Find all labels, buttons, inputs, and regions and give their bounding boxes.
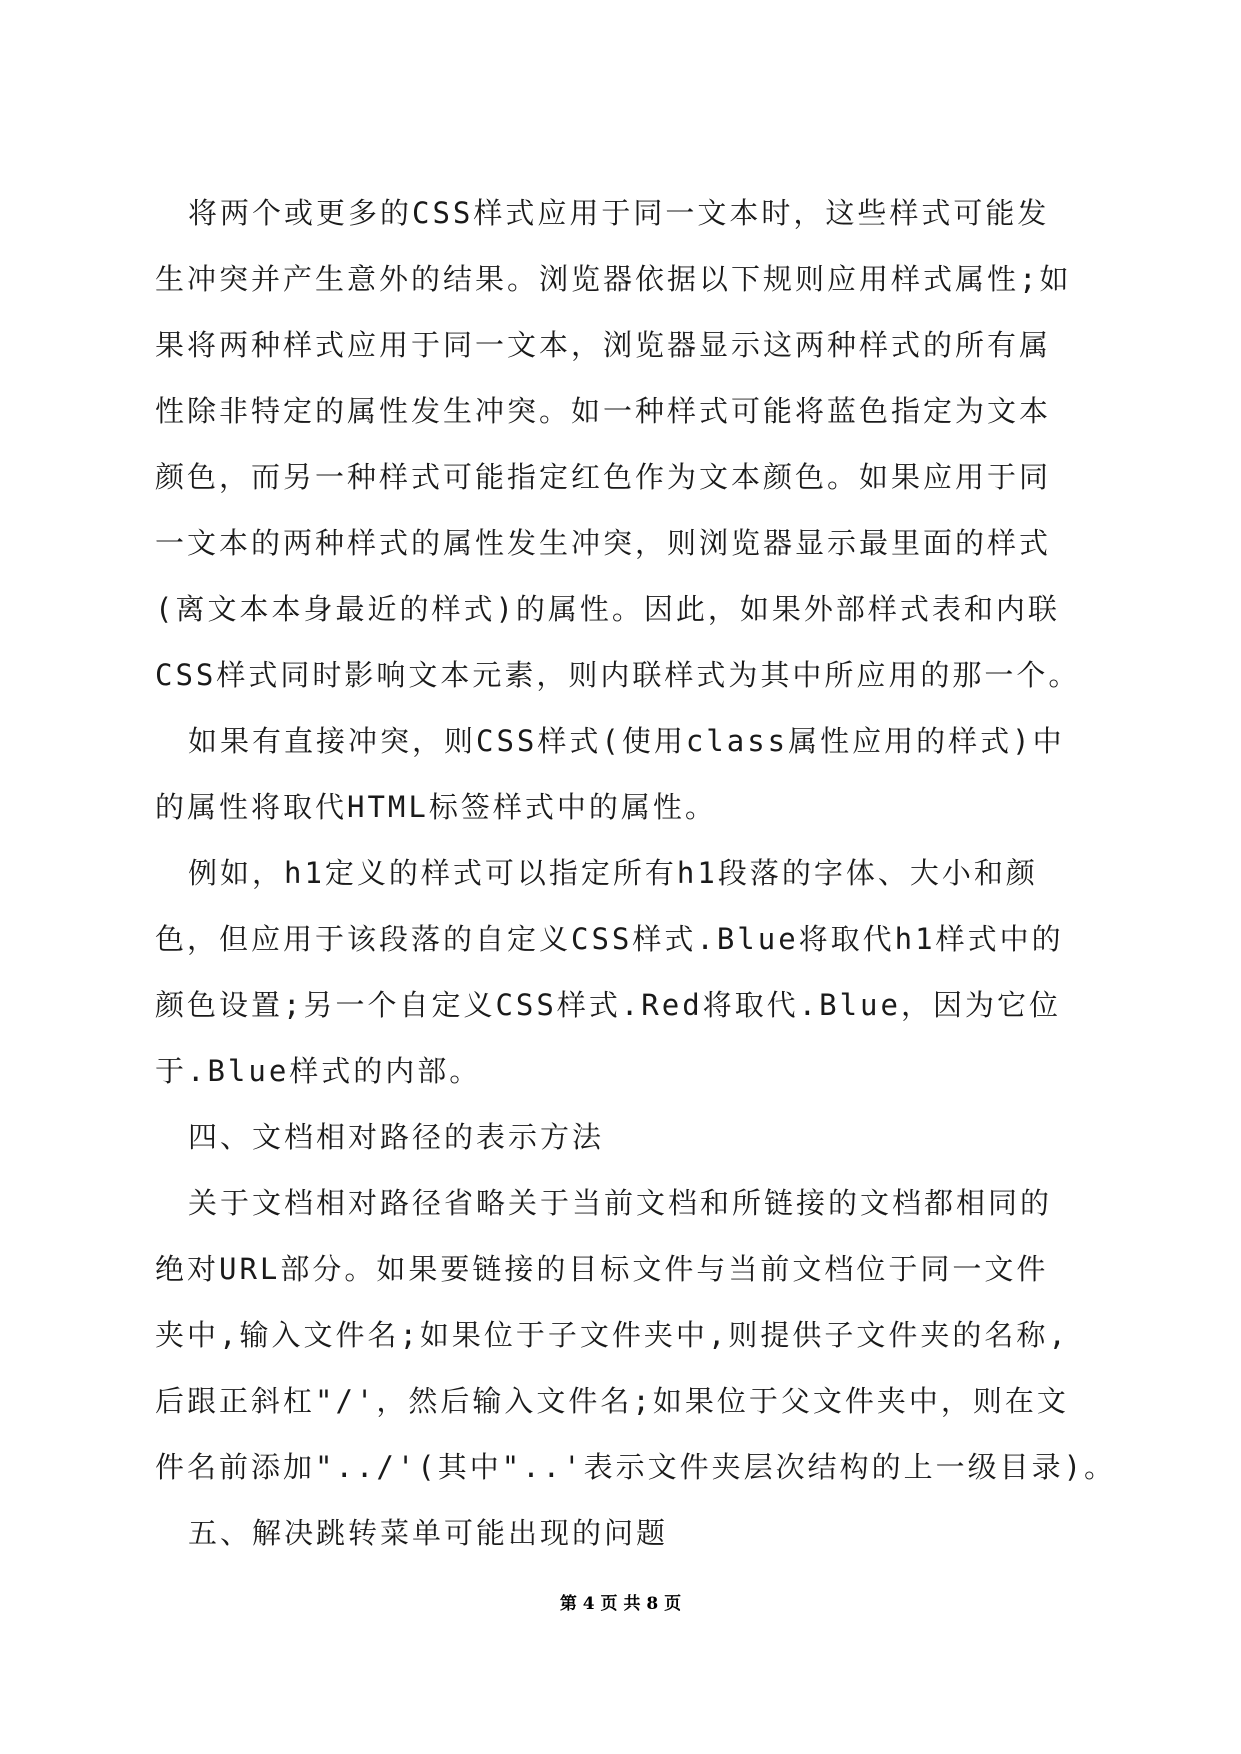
- text-line: 关于文档相对路径省略关于当前文档和所链接的文档都相同的: [188, 1186, 1053, 1220]
- section-heading: 四、文档相对路径的表示方法: [188, 1120, 605, 1154]
- text-line: 将两个或更多的CSS样式应用于同一文本时，这些样式可能发: [188, 196, 1050, 230]
- text-line: 颜色，而另一种样式可能指定红色作为文本颜色。如果应用于同: [155, 460, 1052, 494]
- text-line: 如果有直接冲突，则CSS样式(使用class属性应用的样式)中: [188, 724, 1065, 758]
- text-line: 性除非特定的属性发生冲突。如一种样式可能将蓝色指定为文本: [155, 394, 1052, 428]
- text-line: (离文本本身最近的样式)的属性。因此，如果外部样式表和内联: [155, 592, 1060, 626]
- text-line: 果将两种样式应用于同一文本，浏览器显示这两种样式的所有属: [155, 328, 1052, 362]
- text-line: 后跟正斜杠"/'，然后输入文件名;如果位于父文件夹中，则在文: [155, 1384, 1069, 1418]
- text-line: 色，但应用于该段落的自定义CSS样式.Blue将取代h1样式中的: [155, 922, 1064, 956]
- text-line: 一文本的两种样式的属性发生冲突，则浏览器显示最里面的样式: [155, 526, 1052, 560]
- text-line: 于.Blue样式的内部。: [155, 1054, 482, 1088]
- page-number-footer: 第 4 页 共 8 页: [559, 1594, 682, 1614]
- section-heading: 五、解决跳转菜单可能出现的问题: [188, 1516, 669, 1550]
- text-line: 例如，h1定义的样式可以指定所有h1段落的字体、大小和颜: [188, 856, 1038, 890]
- text-line: 的属性将取代HTML标签样式中的属性。: [155, 790, 717, 824]
- text-line: 绝对URL部分。如果要链接的目标文件与当前文档位于同一文件: [155, 1252, 1049, 1286]
- text-line: CSS样式同时影响文本元素，则内联样式为其中所应用的那一个。: [155, 658, 1081, 692]
- text-line: 件名前添加"../'(其中"..'表示文件夹层次结构的上一级目录)。: [155, 1450, 1117, 1484]
- text-line: 颜色设置;另一个自定义CSS样式.Red将取代.Blue，因为它位: [155, 988, 1061, 1022]
- text-line: 夹中,输入文件名;如果位于子文件夹中,则提供子文件夹的名称,: [155, 1318, 1069, 1352]
- document-body: [155, 180, 1117, 1566]
- text-line: 生冲突并产生意外的结果。浏览器依据以下规则应用样式属性;如: [155, 262, 1072, 296]
